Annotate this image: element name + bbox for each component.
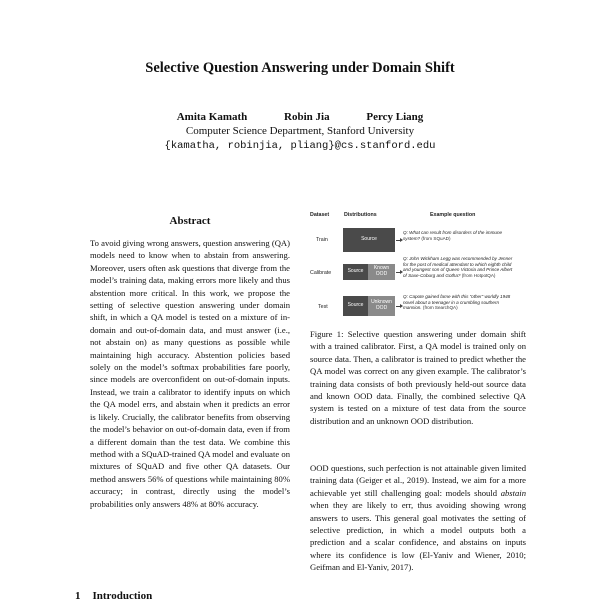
emphasized-word: abstain (500, 487, 526, 498)
figure-row-label: Test (318, 304, 328, 310)
figure-caption: Figure 1: Selective question answering under domain shift with a trained calibrator. First, a QA model is trained only on source data. Then, a calibrator is trained to predict whether the QA model was correct on any given example. The calibrator’s training data consists of both previously held-out source data and known OOD data. Finally, the combined selective QA system is tested on a mixture of test data from the source distribution and an unknown OOD distribution. (310, 329, 526, 426)
distribution-box-unknown-ood: Unknown OOD (368, 296, 395, 316)
example-question (403, 294, 515, 311)
figure-header-example: Example question (430, 212, 476, 218)
question-text: Q: Capote gained fame with this “other” worldly 1948 novel about a teenager in a crumbling southern mansion. (403, 294, 511, 311)
arrow-icon (396, 240, 400, 241)
section-number: 1 (75, 590, 81, 602)
question-source: (from HotpotQA) (461, 272, 496, 278)
distribution-box-source: Source (343, 296, 368, 316)
abstract-heading: Abstract (169, 215, 211, 227)
section-heading (75, 590, 152, 602)
question-source: (from SearchQA) (422, 305, 458, 311)
distribution-box-source: Source (343, 264, 368, 280)
body-paragraph (310, 462, 526, 574)
question-text: Q: What can result from disorders of the immune system? (403, 230, 503, 241)
distribution-box-source: Source (343, 228, 395, 252)
question-text: Q: John Wickham Legg was recommended by Jenner for the post of medical attendant to which eighth child and youngest son of Queen Victoria and Prince Albert of Saxe-Coburg and Gotha? (403, 256, 513, 278)
figure-row-label: Train (316, 237, 328, 243)
example-question (403, 230, 515, 241)
affiliation: Computer Science Department, Stanford University (185, 125, 415, 137)
author-list (0, 111, 600, 123)
figure-header-dataset: Dataset (310, 212, 330, 218)
abstract-text: To avoid giving wrong answers, question answering (QA) models need to know when to abstain from answering. Moreover, users often ask questions that diverge from the model’s training data, making errors more likely and thus abstention more critical. In this work, we propose the setting of selective question answering under domain shift, in which a QA model is tested on a mixture of in-domain and out-of-domain data, and must answer (i.e., not abstain on) as many questions as possible while maintaining high accuracy. Abstention policies based solely on the model’s softmax probabilities fare poorly, since models are overconfident on out-of-domain inputs. Instead, we train a calibrator to identify inputs on which the QA model errs, and abstain when it predicts an error is likely. Crucially, the calibrator benefits from observing the model’s behavior on out-of-domain data, even if from a different domain than the test data. We combine this method with a SQuAD-trained QA model and evaluate on mixtures of SQuAD and five other QA datasets. Our method answers 56% of questions while maintaining 80% accuracy; in contrast, directly using the model’s probabilities only answers 48% at 80% accuracy. (90, 238, 290, 509)
author-name: Robin Jia (284, 111, 330, 123)
body-text-part: when they are likely to err, thus avoiding showing wrong answers to users. This general goal motivates the setting of selective prediction, in which a model outputs both a prediction and a scalar confidence, and abstains on inputs where its confidence is low (El-Yaniv and Wiener, 2010; Geifman and El-Yaniv, 2017). (310, 500, 526, 573)
body-text-part: OOD questions, such perfection is not attainable given limited training data (Geiger et al., 2019). Instead, we aim for a more achievable yet still challenging goal: models should (310, 463, 526, 498)
figure-row-label: Calibrate (310, 270, 332, 276)
example-question (403, 256, 515, 278)
paper-title: Selective Question Answering under Domain Shift (145, 60, 455, 76)
figure-1 (308, 210, 526, 320)
figure-header-distributions: Distributions (344, 212, 377, 218)
distribution-box-known-ood: Known OOD (368, 264, 395, 280)
question-source: (from SQuAD) (421, 235, 451, 241)
section-title: Introduction (92, 590, 153, 602)
author-name: Amita Kamath (176, 111, 248, 123)
arrow-icon (396, 272, 400, 273)
arrow-icon (396, 306, 400, 307)
author-name: Percy Liang (366, 111, 424, 123)
author-emails: {kamatha, robinjia, pliang}@cs.stanford.edu (164, 140, 436, 152)
